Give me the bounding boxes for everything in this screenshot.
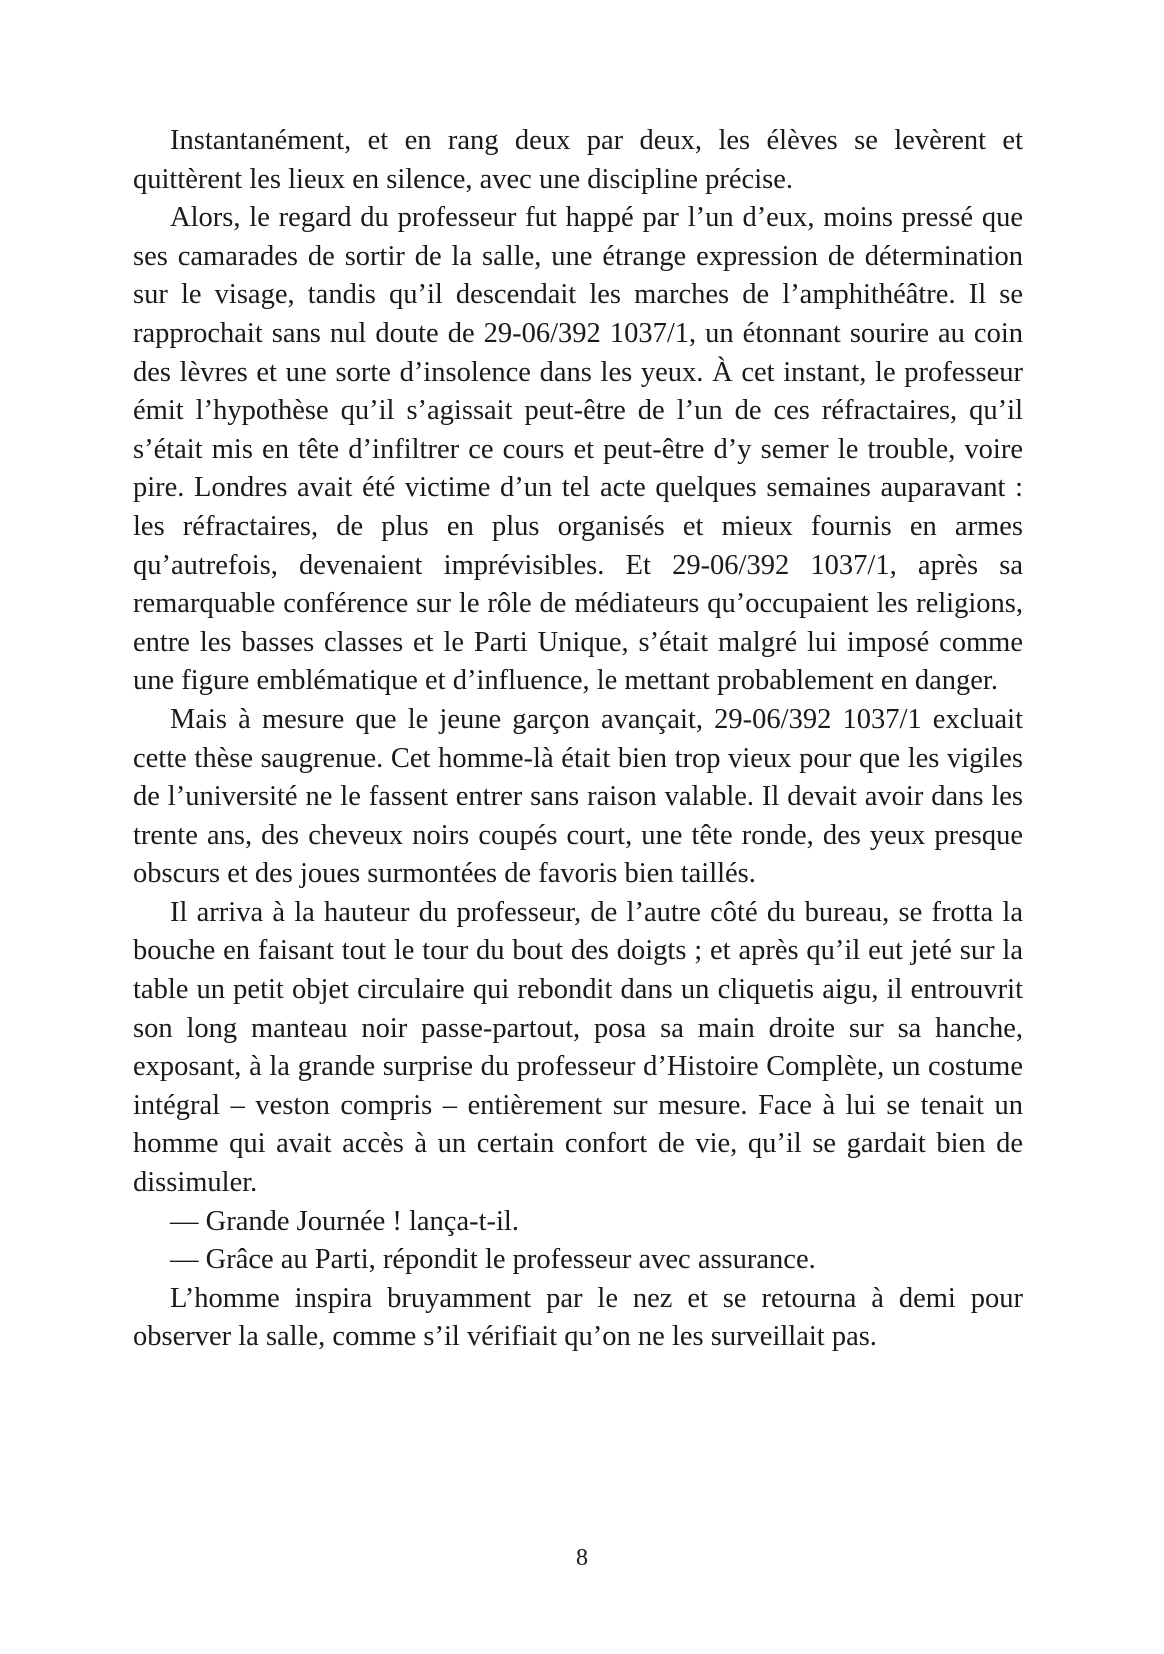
paragraph-1: Instantanément, et en rang deux par deux, les élèves se levèrent et quittèrent les lieux en silence, avec une discipline précise. [133,125,1023,195]
page-number: 8 [576,1545,588,1571]
paragraph-4: Il arriva à la hauteur du professeur, de l’autre côté du bureau, se frotta la bouche en faisant tout le tour du bout des doigts ; et après qu’il eut jeté sur la table un petit objet circulaire qui rebondit dans un cliquetis aigu, il entrouvrit son long manteau noir passe-partout, posa sa main droite sur sa hanche, exposant, à la grande surprise du professeur d’Histoire Complète, un costume intégral – veston compris – entièrement sur mesure. Face à lui se tenait un homme qui avait accès à un certain confort de vie, qu’il se gardait bien de dissimuler. [133,896,1023,1199]
dialogue-line-1: — Grande Journée ! lança-t-il. [170,1205,519,1237]
dialogue-line-2: — Grâce au Parti, répondit le professeur avec assurance. [170,1244,816,1276]
page-body [133,122,1023,1357]
paragraph-5: L’homme inspira bruyamment par le nez et se retourna à demi pour observer la salle, comme s’il vérifiait qu’on ne les surveillait pas. [133,1282,1023,1353]
paragraph-2: Alors, le regard du professeur fut happé par l’un d’eux, moins pressé que ses camarades de sortir de la salle, une étrange expression de détermination sur le visage, tandis qu’il descendait les marches de l’amphithéâtre. Il se rapprochait sans nul doute de 29-06/392 1037/1, un étonnant sourire au coin des lèvres et une sorte d’insolence dans les yeux. À cet instant, le professeur émit l’hypothèse qu’il s’agissait peut-être de l’un de ces réfractaires, qu’il s’était mis en tête d’infiltrer ce cours et peut-être d’y semer le trouble, voire pire. Londres avait été victime d’un tel acte quelques semaines auparavant : les réfractaires, de plus en plus organisés et mieux fournis en armes qu’autrefois, devenaient imprévisibles. Et 29-06/392 1037/1, après sa remarquable conférence sur le rôle de médiateurs qu’occupaient les religions, entre les basses classes et le Parti Unique, s’était malgré lui imposé comme une figure emblématique et d’influence, le mettant probablement en danger. [133,202,1023,697]
paragraph-3: Mais à mesure que le jeune garçon avançait, 29-06/392 1037/1 excluait cette thèse saugrenue. Cet homme-là était bien trop vieux pour que les vigiles de l’université ne le fassent entrer sans raison valable. Il devait avoir dans les trente ans, des cheveux noirs coupés court, une tête ronde, des yeux presque obscurs et des joues surmontées de favoris bien taillés. [133,703,1023,890]
